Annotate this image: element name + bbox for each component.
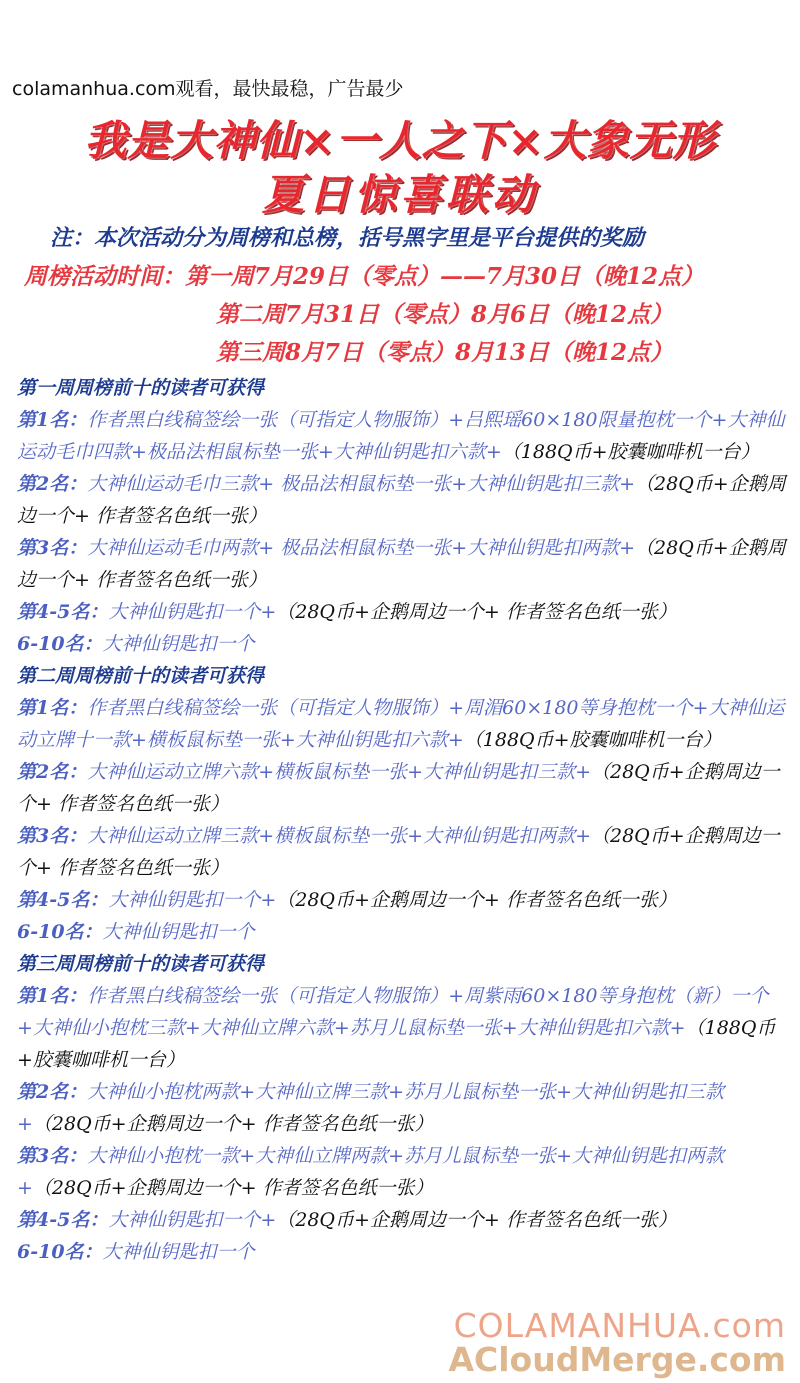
reward-item (17, 628, 787, 660)
platform-reward: （188Q币+胶囊咖啡机一台） (501, 441, 760, 463)
rank-label: 第1名： (17, 985, 88, 1007)
rewards-content (17, 372, 787, 1268)
rank-label: 6-10名： (17, 921, 103, 943)
rank-label: 第3名： (17, 1145, 88, 1167)
rank-label: 第3名： (17, 825, 88, 847)
prize-text: 大神仙运动毛巾三款+ 极品法相鼠标垫一张+大神仙钥匙扣三款+ (87, 473, 636, 495)
platform-reward: （28Q币+企鹅周边一个+ 作者签名色纸一张） (17, 825, 780, 879)
site-watermark (406, 1300, 786, 1380)
schedule-week-1: 周榜活动时间：第一周7月29日（零点）——7月30日（晚12点） (24, 263, 705, 290)
prize-text: 大神仙钥匙扣一个 (102, 921, 255, 943)
prize-text: 大神仙运动立牌三款+横板鼠标垫一张+大神仙钥匙扣两款+ (87, 825, 591, 847)
title-line-2: 夏日惊喜联动 (261, 170, 538, 219)
platform-reward: （188Q币+胶囊咖啡机一台） (463, 729, 722, 751)
rank-label: 第1名： (17, 409, 88, 431)
platform-reward: （28Q币+企鹅周边一个+ 作者签名色纸一张） (17, 761, 780, 815)
platform-reward: （28Q币+企鹅周边一个+ 作者签名色纸一张） (276, 889, 677, 911)
platform-reward: （28Q币+企鹅周边一个+ 作者签名色纸一张） (276, 601, 677, 623)
rank-label: 6-10名： (17, 633, 103, 655)
reward-item (17, 532, 787, 596)
prize-text: 大神仙小抱枕两款+大神仙立牌三款+苏月儿鼠标垫一张+大神仙钥匙扣三款+ (17, 1081, 724, 1135)
prize-text: 作者黑白线稿签绘一张（可指定人物服饰）+周紫雨60×180等身抱枕（新）一个+大神仙小抱枕三款+大神仙立牌六款+苏月儿鼠标垫一张+大神仙钥匙扣六款+ (17, 985, 769, 1039)
section-heading: 第二周周榜前十的读者可获得 (17, 665, 265, 687)
prize-text: 大神仙钥匙扣一个+ (108, 601, 277, 623)
reward-item (17, 756, 787, 820)
platform-reward: （28Q币+企鹅周边一个+ 作者签名色纸一张） (17, 473, 786, 527)
reward-item (17, 468, 787, 532)
prize-text: 作者黑白线稿签绘一张（可指定人物服饰）+周湄60×180等身抱枕一个+大神仙运动立牌十一款+横板鼠标垫一张+大神仙钥匙扣六款+ (17, 697, 785, 751)
activity-note: 注：本次活动分为周榜和总榜，括号黑字里是平台提供的奖励 (50, 225, 645, 251)
prize-text: 大神仙运动毛巾两款+ 极品法相鼠标垫一张+大神仙钥匙扣两款+ (87, 537, 636, 559)
schedule-week-3: 第三周8月7日（零点）8月13日（晚12点） (216, 339, 674, 366)
reward-item (17, 884, 787, 916)
rank-label: 第4-5名： (17, 889, 109, 911)
rank-label: 第2名： (17, 761, 88, 783)
reward-item (17, 916, 787, 948)
reward-item (17, 820, 787, 884)
platform-reward: （28Q币+企鹅周边一个+ 作者签名色纸一张） (17, 537, 786, 591)
reward-item (17, 596, 787, 628)
rank-label: 6-10名： (17, 1241, 103, 1263)
rank-label: 第2名： (17, 1081, 88, 1103)
rank-label: 第1名： (17, 697, 88, 719)
watermark-line-2: ACloudMerge.com (448, 1340, 786, 1379)
rank-label: 第4-5名： (17, 601, 109, 623)
prize-text: 大神仙钥匙扣一个 (102, 1241, 255, 1263)
rank-label: 第4-5名： (17, 1209, 109, 1231)
prize-text: 大神仙运动立牌六款+横板鼠标垫一张+大神仙钥匙扣三款+ (87, 761, 591, 783)
top-line: colamanhua.com观看，最快最稳，广告最少 (12, 78, 404, 100)
watermark-line-1: COLAMANHUA.com (453, 1306, 786, 1345)
reward-item (17, 1204, 787, 1236)
prize-text: 大神仙钥匙扣一个+ (108, 889, 277, 911)
reward-item (17, 1140, 787, 1204)
prize-text: 作者黑白线稿签绘一张（可指定人物服饰）+吕熙瑶60×180限量抱枕一个+大神仙运动毛巾四款+极品法相鼠标垫一张+大神仙钥匙扣六款+ (17, 409, 785, 463)
reward-item (17, 980, 787, 1076)
title-line-1: 我是大神仙×一人之下×大象无形 (84, 116, 716, 165)
platform-reward: （188Q币+胶囊咖啡机一台） (17, 1017, 776, 1071)
platform-reward: （28Q币+企鹅周边一个+ 作者签名色纸一张） (32, 1177, 434, 1199)
platform-reward: （28Q币+企鹅周边一个+ 作者签名色纸一张） (32, 1113, 434, 1135)
section-heading: 第一周周榜前十的读者可获得 (17, 377, 265, 399)
platform-reward: （28Q币+企鹅周边一个+ 作者签名色纸一张） (276, 1209, 677, 1231)
rank-label: 第3名： (17, 537, 88, 559)
reward-item (17, 1236, 787, 1268)
prize-text: 大神仙钥匙扣一个 (102, 633, 255, 655)
rank-label: 第2名： (17, 473, 88, 495)
prize-text: 大神仙钥匙扣一个+ (108, 1209, 277, 1231)
reward-item (17, 692, 787, 756)
reward-item (17, 1076, 787, 1140)
reward-item (17, 404, 787, 468)
schedule-week-2: 第二周7月31日（零点）8月6日（晚12点） (216, 301, 674, 328)
prize-text: 大神仙小抱枕一款+大神仙立牌两款+苏月儿鼠标垫一张+大神仙钥匙扣两款+ (17, 1145, 724, 1199)
section-heading: 第三周周榜前十的读者可获得 (17, 953, 265, 975)
